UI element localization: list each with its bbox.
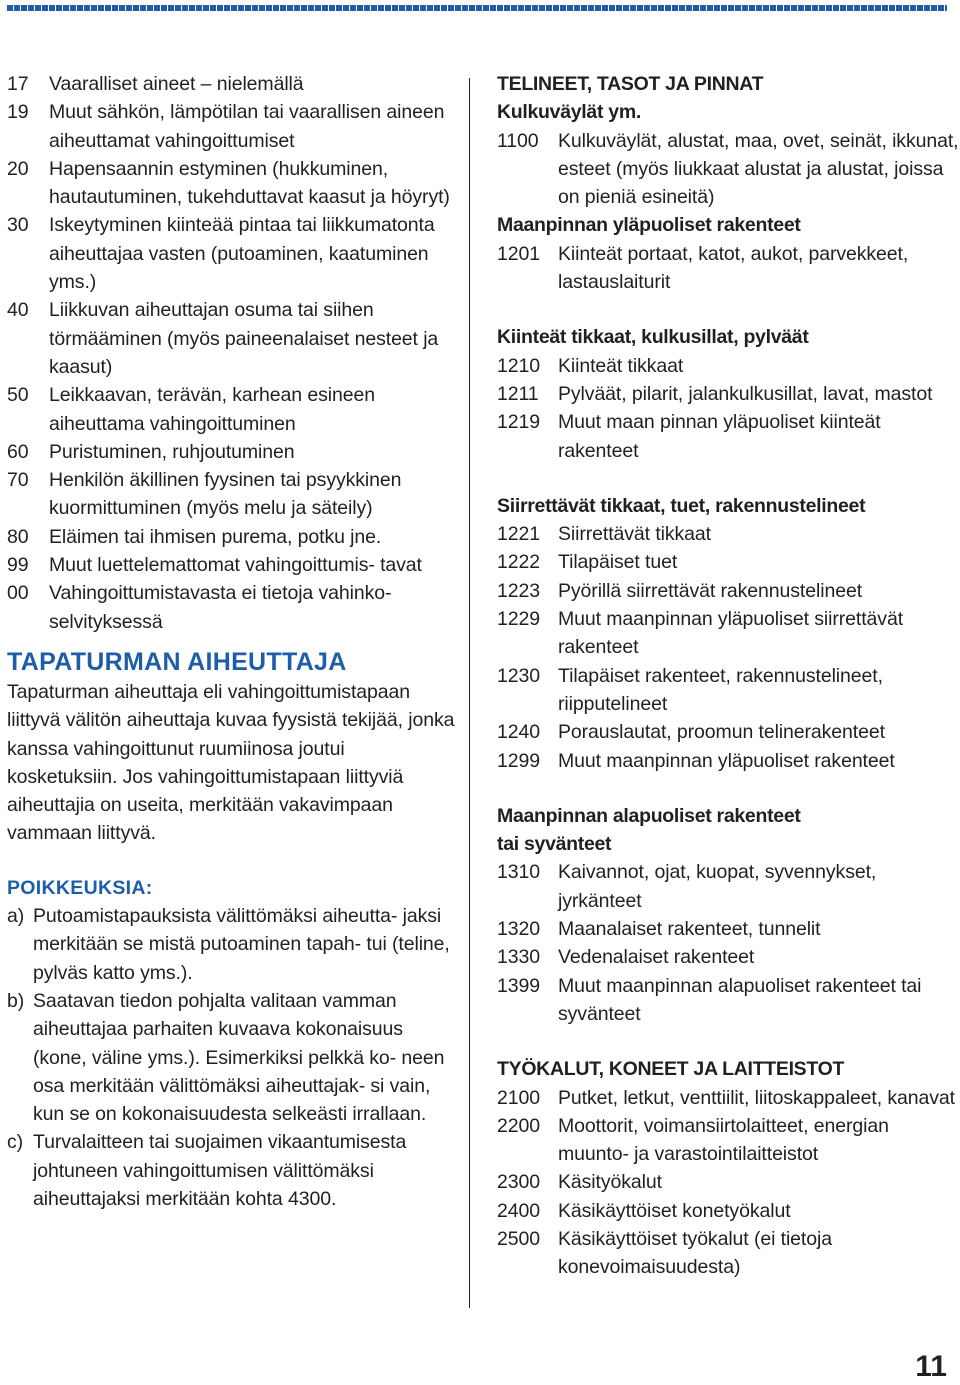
list-item: 50 Leikkaavan, terävän, karhean esineen aiheuttama vahingoittuminen bbox=[7, 384, 375, 435]
list-item: 99 Muut luettelemattomat vahingoittumis- tavat bbox=[7, 554, 422, 577]
list-item: 1201 Kiinteät portaat, katot, aukot, parvekkeet, lastauslaiturit bbox=[497, 242, 909, 294]
subheading: Maanpinnan alapuoliset rakenteet bbox=[497, 804, 801, 827]
injury-type-list bbox=[7, 70, 457, 636]
list-item: 2400 Käsikäyttöiset konetyökalut bbox=[497, 1199, 791, 1222]
list-item: 19 Muut sähkön, lämpötilan tai vaarallisen aineen aiheuttamat vahingoittumiset bbox=[7, 101, 445, 152]
list-item: 70 Henkilön äkillinen fyysinen tai psyykkinen kuormittuminen (myös melu ja säteily) bbox=[7, 469, 402, 520]
subheading-continued: tai syvänteet bbox=[497, 833, 612, 856]
list-item: 40 Liikkuvan aiheuttajan osuma tai siihen törmääminen (myös paineenalaiset nesteet ja kaasut) bbox=[7, 299, 439, 378]
subheading: Kiinteät tikkaat, kulkusillat, pylväät bbox=[497, 326, 809, 349]
exceptions-title: POIKKEUKSIA: bbox=[7, 876, 153, 899]
list-item: 2200 Moottorit, voimansiirtolaitteet, energian muunto- ja varastointilaitteistot bbox=[497, 1114, 889, 1166]
main-heading: TELINEET, TASOT JA PINNAT bbox=[497, 73, 764, 95]
list-item: 17 Vaaralliset aineet – nielemällä bbox=[7, 73, 304, 95]
subheading: Siirrettävät tikkaat, tuet, rakennustelineet bbox=[497, 494, 866, 517]
list-item: 1310 Kaivannot, ojat, kuopat, syvennykset, jyrkänteet bbox=[497, 861, 877, 912]
page-number: 11 bbox=[915, 1350, 947, 1383]
list-item: 2300 Käsityökalut bbox=[497, 1171, 662, 1194]
column-divider bbox=[469, 78, 470, 1308]
list-item: 1223 Pyörillä siirrettävät rakennustelineet bbox=[497, 579, 863, 602]
list-item: 1299 Muut maanpinnan yläpuoliset rakenteet bbox=[497, 749, 895, 772]
top-dotted-bar bbox=[7, 5, 947, 11]
list-item: 1222 Tilapäiset tuet bbox=[497, 551, 678, 574]
subheading: Kulkuväylät ym. bbox=[497, 101, 641, 124]
list-item: 1320 Maanalaiset rakenteet, tunnelit bbox=[497, 918, 821, 941]
list-item: 30 Iskeytyminen kiinteää pintaa tai liikkumatonta aiheuttajaa vasten (putoaminen, kaatuminen yms.) bbox=[7, 214, 435, 294]
list-item: 00 Vahingoittumistavasta ei tietoja vahinko- selvityksessä bbox=[7, 582, 392, 633]
list-item: 1330 Vedenalaiset rakenteet bbox=[497, 946, 755, 969]
list-item: 1211 Pylväät, pilarit, jalankulkusillat, lavat, mastot bbox=[497, 382, 933, 405]
section-title: TAPATURMAN AIHEUTTAJA bbox=[7, 647, 347, 676]
list-item: 2100 Putket, letkut, venttiilit, liitoskappaleet, kanavat bbox=[497, 1086, 955, 1109]
exception-item: a) Putoamistapauksista välittömäksi aiheutta- jaksi merkitään se mistä putoaminen tapah- tui (teline, pylväs katto yms.). bbox=[7, 905, 450, 984]
list-item: 1399 Muut maanpinnan alapuoliset rakenteet tai syvänteet bbox=[497, 974, 922, 1025]
exception-item: c) Turvalaitteen tai suojaimen vikaantumisesta johtuneen vahingoittumisen välittömäksi aiheuttajaksi merkitään kohta 4300. bbox=[7, 1131, 407, 1210]
list-item: 1229 Muut maanpinnan yläpuoliset siirrettävät rakenteet bbox=[497, 608, 904, 659]
list-item: 60 Puristuminen, ruhjoutuminen bbox=[7, 440, 295, 463]
list-item: 1219 Muut maan pinnan yläpuoliset kiinteät rakenteet bbox=[497, 411, 881, 462]
list-item: 1100 Kulkuväylät, alustat, maa, ovet, seinät, ikkunat, esteet (myös liukkaat alustat ja alustat, joissa on pieniä esineitä) bbox=[497, 129, 959, 209]
exception-item: b) Saatavan tiedon pohjalta valitaan vamman aiheuttajaa parhaiten kuvaava kokonaisuus (kone, väline yms.). Esimerkiksi pelkkä ko- neen osa merkitään välittömäksi aiheuttajak- si vain, kun se on kokonaisuudesta selkeästi irrallaan. bbox=[7, 989, 445, 1126]
right-column bbox=[497, 70, 960, 1282]
main-heading: TYÖKALUT, KONEET JA LAITTEISTOT bbox=[497, 1058, 845, 1081]
list-item: 1240 Porauslautat, proomun telinerakenteet bbox=[497, 721, 885, 744]
left-column bbox=[7, 70, 457, 1213]
list-item: 2500 Käsikäyttöiset työkalut (ei tietoja konevoimaisuudesta) bbox=[497, 1227, 832, 1279]
list-item: 80 Eläimen tai ihmisen purema, potku jne. bbox=[7, 525, 382, 548]
list-item: 1230 Tilapäiset rakenteet, rakennustelineet, riipputelineet bbox=[497, 664, 883, 715]
list-item: 1221 Siirrettävät tikkaat bbox=[497, 523, 711, 546]
list-item: 1210 Kiinteät tikkaat bbox=[497, 354, 684, 377]
section-paragraph: Tapaturman aiheuttaja eli vahingoittumistapaan liittyvä välitön aiheuttaja kuvaa fyysistä tekijää, jonka kanssa vahingoittunut ruumiinosa joutui kosketuksiin. Jos vahingoittumistapaan liittyviä aiheuttajia on useita, merkitään vakavimpaan vammaan liittyvä. bbox=[7, 680, 455, 845]
subheading: Maanpinnan yläpuoliset rakenteet bbox=[497, 214, 801, 237]
list-item: 20 Hapensaannin estyminen (hukkuminen, hautautuminen, tukehduttavat kaasut ja höyryt) bbox=[7, 157, 450, 209]
